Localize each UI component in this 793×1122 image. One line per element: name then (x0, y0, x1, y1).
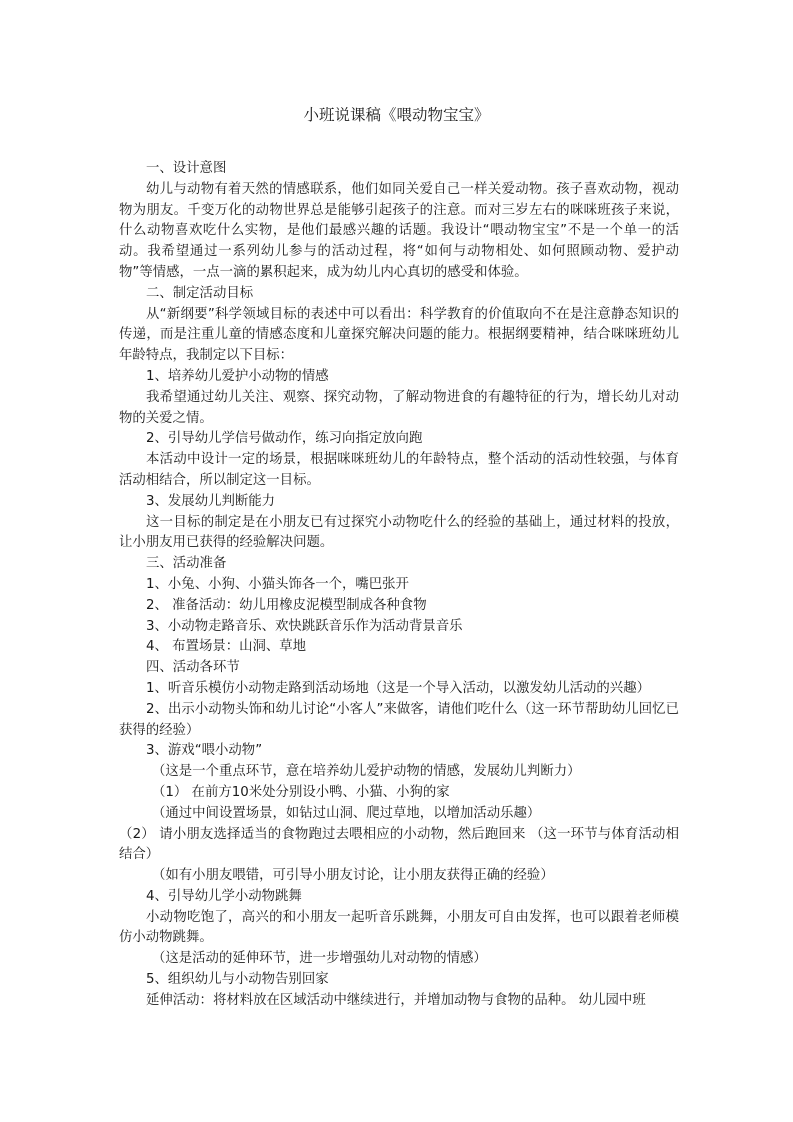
paragraph: 从“新纲要”科学领域目标的表述中可以看出：科学教育的价值取向不在是注意静态知识的传递，而是注重儿童的情感态度和儿童探究解决问题的能力。根据纲要精神，结合咪咪班幼儿年龄特点，我制定以下目标： (119, 306, 679, 364)
list-item: 2、引导幼儿学信号做动作，练习向指定放向跑 (146, 431, 423, 447)
list-item: 2、出示小动物头饰和幼儿讨论“小客人”来做客，请他们吃什么（这一环节帮助幼儿回忆已获得的经验） (119, 701, 679, 738)
section-heading: 二、制定活动目标 (146, 285, 254, 301)
list-item: 3、游戏“喂小动物” (146, 743, 263, 759)
list-item: 4、引导幼儿学小动物跳舞 (146, 888, 302, 904)
paragraph: 延伸活动：将材料放在区域活动中继续进行，并增加动物与食物的品种。 幼儿园中班 (146, 992, 646, 1008)
note: （这是活动的延伸环节，进一步增强幼儿对动物的情感） (152, 951, 487, 967)
note: （通过中间设置场景，如钻过山洞、爬过草地，以增加活动乐趣） (152, 805, 541, 821)
section-heading: 一、设计意图 (146, 161, 227, 176)
list-item: 4、 布置场景：山洞、草地 (146, 639, 307, 655)
list-item: 1、培养幼儿爱护小动物的情感 (146, 368, 329, 384)
paragraph: 小动物吃饱了，高兴的和小朋友一起听音乐跳舞，小朋友可自由发挥，也可以跟着老师模仿小动物跳舞。 (119, 909, 679, 946)
list-item: 3、发展幼儿判断能力 (146, 493, 276, 509)
section-heading: 三、活动准备 (146, 556, 227, 572)
paragraph: 这一目标的制定是在小朋友已有过探究小动物吃什么的经验的基础上，通过材料的投放，让小朋友用已获得的经验解决问题。 (119, 514, 679, 551)
sub-item: （1） 在前方10米处分别设小鸭、小猫、小狗的家 (152, 784, 450, 800)
document-body (119, 159, 679, 1012)
note: （如有小朋友喂错，可引导小朋友讨论，让小朋友获得正确的经验） (152, 868, 554, 884)
document-title: 小班说课稿《喂动物宝宝》 (303, 106, 490, 124)
list-item: 1、听音乐模仿小动物走路到活动场地（这是一个导入活动，以激发幼儿活动的兴趣） (146, 680, 650, 696)
note: （这是一个重点环节，意在培养幼儿爱护动物的情感，发展幼儿判断力） (152, 764, 581, 780)
list-item: 2、 准备活动：幼儿用橡皮泥模型制成各种食物 (146, 597, 427, 613)
list-item: 1、小兔、小狗、小猫头饰各一个，嘴巴张开 (146, 576, 409, 592)
paragraph: 我希望通过幼儿关注、观察、探究动物，了解动物进食的有趣特征的行为，增长幼儿对动物的关爱之情。 (119, 389, 679, 426)
list-item: 5、组织幼儿与小动物告别回家 (146, 972, 329, 988)
paragraph: 本活动中设计一定的场景，根据咪咪班幼儿的年龄特点，整个活动的活动性较强，与体育活动相结合，所以制定这一目标。 (119, 452, 679, 488)
section-heading: 四、活动各环节 (146, 660, 240, 676)
sub-item: （2） 请小朋友选择适当的食物跑过去喂相应的小动物，然后跑回来 （这一环节与体育活动相结合） (119, 826, 679, 863)
paragraph: 幼儿与动物有着天然的情感联系，他们如同关爱自己一样关爱动物。孩子喜欢动物，视动物为朋友。千变万化的动物世界总是能够引起孩子的注意。而对三岁左右的咪咪班孩子来说，什么动物喜欢吃什么实物，是他们最感兴趣的话题。我设计“喂动物宝宝”不是一个单一的活动。我希望通过一系列幼儿参与的活动过程，将“如何与动物相处、如何照顾动物、爱护动物”等情感，一点一滴的累积起来，成为幼儿内心真切的感受和体验。 (119, 181, 679, 280)
list-item: 3、小动物走路音乐、欢快跳跃音乐作为活动背景音乐 (146, 618, 463, 634)
